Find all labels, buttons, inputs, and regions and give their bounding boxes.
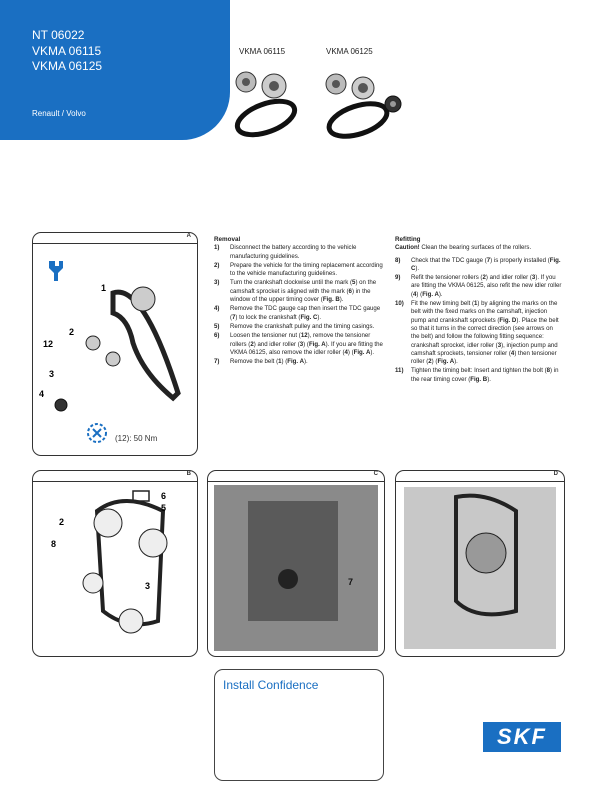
figure-d (395, 470, 565, 657)
torque-wrench-icon (88, 424, 106, 442)
figure-b-label-5: 5 (161, 503, 167, 513)
step-text: Fit the new timing belt (1) by aligning the marks on the belt with the fixed marks on the camshaft, injection pump and crankshaft sprockets (Fig. D). Place the belt so that it turns in the correct direction (see arrows on the belt) and follow the following fitting sequence: crankshaft sprocket, idler roller (3), injection pump and camshaft sprockets, tensioner roller (4) then tensioner roller (2) (Fig. A). (411, 300, 559, 366)
removal-step (214, 244, 386, 261)
step-text: Remove the belt (1) (Fig. A). (230, 358, 308, 366)
kit-photos (226, 60, 416, 155)
code-vkma-06125: VKMA 06125 (32, 59, 103, 73)
caution-note: Caution! Clean the bearing surfaces of the rollers. (395, 244, 532, 252)
code-nt: NT 06022 (32, 28, 85, 42)
step-text: Disconnect the battery according to the vehicle manufacturing guidelines. (230, 244, 357, 260)
figure-a (32, 232, 198, 456)
step-text: Refit the tensioner rollers (2) and idler roller (3). If you are fitting the VKMA 06125, also refit the new idler roller (4) (Fig. A). (411, 274, 562, 298)
skf-logo: SKF (483, 722, 561, 752)
step-text: Check that the TDC gauge (7) is properly installed (Fig. C). (411, 256, 561, 272)
figure-a-tag: A (186, 233, 191, 239)
figure-a-label-12: 12 (43, 339, 54, 349)
removal-steps (214, 244, 386, 366)
step-number: 1) (214, 244, 220, 252)
figure-a-label-1: 1 (101, 283, 107, 293)
step-text: Prepare the vehicle for the timing replacement according to the vehicle manufacturing guidelines. (230, 261, 383, 278)
code-vkma-06115: VKMA 06115 (32, 44, 102, 58)
step-number: 9) (395, 274, 401, 282)
step-number: 8) (395, 256, 401, 264)
step-text: Loosen the tensioner nut (12), remove the tensioner rollers (2) and idler roller (3) (Fig. A). If you are fitting the VKMA 06125, also remove the idler roller (4) (Fig. A). (230, 332, 383, 356)
kit-label-2: VKMA 06125 (326, 47, 373, 56)
step-number: 4) (214, 305, 220, 313)
step-number: 10) (395, 300, 404, 308)
removal-step (214, 358, 386, 366)
removal-step (214, 262, 386, 279)
removal-section (214, 236, 386, 367)
step-number: 3) (214, 279, 220, 287)
step-number: 6) (214, 332, 220, 340)
refitting-step (395, 257, 563, 274)
vehicle-brand: Renault / Volvo (32, 109, 86, 118)
removal-step (214, 323, 386, 331)
refitting-heading: Refitting (395, 236, 421, 243)
refitting-step (395, 274, 563, 299)
step-number: 2) (214, 261, 220, 269)
figure-b-label-8: 8 (51, 539, 57, 549)
figure-c (207, 470, 385, 657)
figure-b (32, 470, 198, 657)
step-number: 5) (214, 322, 220, 330)
title-block (0, 0, 230, 140)
removal-step (214, 279, 386, 304)
install-confidence-box (214, 669, 384, 781)
step-text: Turn the crankshaft clockwise until the mark (5) on the camshaft sprocket is aligned with the mark (6) in the window of the upper timing cover (Fig. B). (230, 279, 377, 304)
wrench-icon (49, 261, 63, 281)
figure-b-label-2: 2 (59, 517, 65, 527)
torque-spec: (12): 50 Nm (115, 434, 158, 443)
step-number: 11) (395, 367, 404, 375)
install-confidence-title: Install Confidence (223, 678, 319, 692)
refitting-step (395, 367, 563, 384)
step-number: 7) (214, 358, 220, 366)
refitting-steps (395, 257, 563, 384)
figure-c-label-7: 7 (348, 577, 354, 587)
figure-d-tag: D (553, 471, 558, 477)
figure-b-label-6: 6 (161, 491, 167, 501)
refitting-section (395, 236, 563, 385)
figure-b-tag: B (186, 471, 191, 477)
step-text: Tighten the timing belt: Insert and tighten the bolt (8) in the rear timing cover (Fig. B). (411, 367, 559, 383)
header (0, 0, 595, 140)
removal-heading: Removal (214, 236, 241, 243)
refitting-step (395, 300, 563, 366)
step-text: Remove the TDC gauge cap then insert the TDC gauge (7) to lock the crankshaft (Fig. C). (230, 305, 381, 321)
removal-step (214, 332, 386, 357)
removal-step (214, 305, 386, 322)
figure-a-label-3: 3 (49, 369, 55, 379)
figure-c-tag: C (373, 471, 378, 477)
figure-a-label-2: 2 (69, 327, 75, 337)
figure-a-label-4: 4 (39, 389, 45, 399)
step-text: Remove the crankshaft pulley and the timing casings. (230, 322, 375, 330)
figure-b-label-3: 3 (145, 581, 151, 591)
kit-label-1: VKMA 06115 (239, 47, 286, 56)
